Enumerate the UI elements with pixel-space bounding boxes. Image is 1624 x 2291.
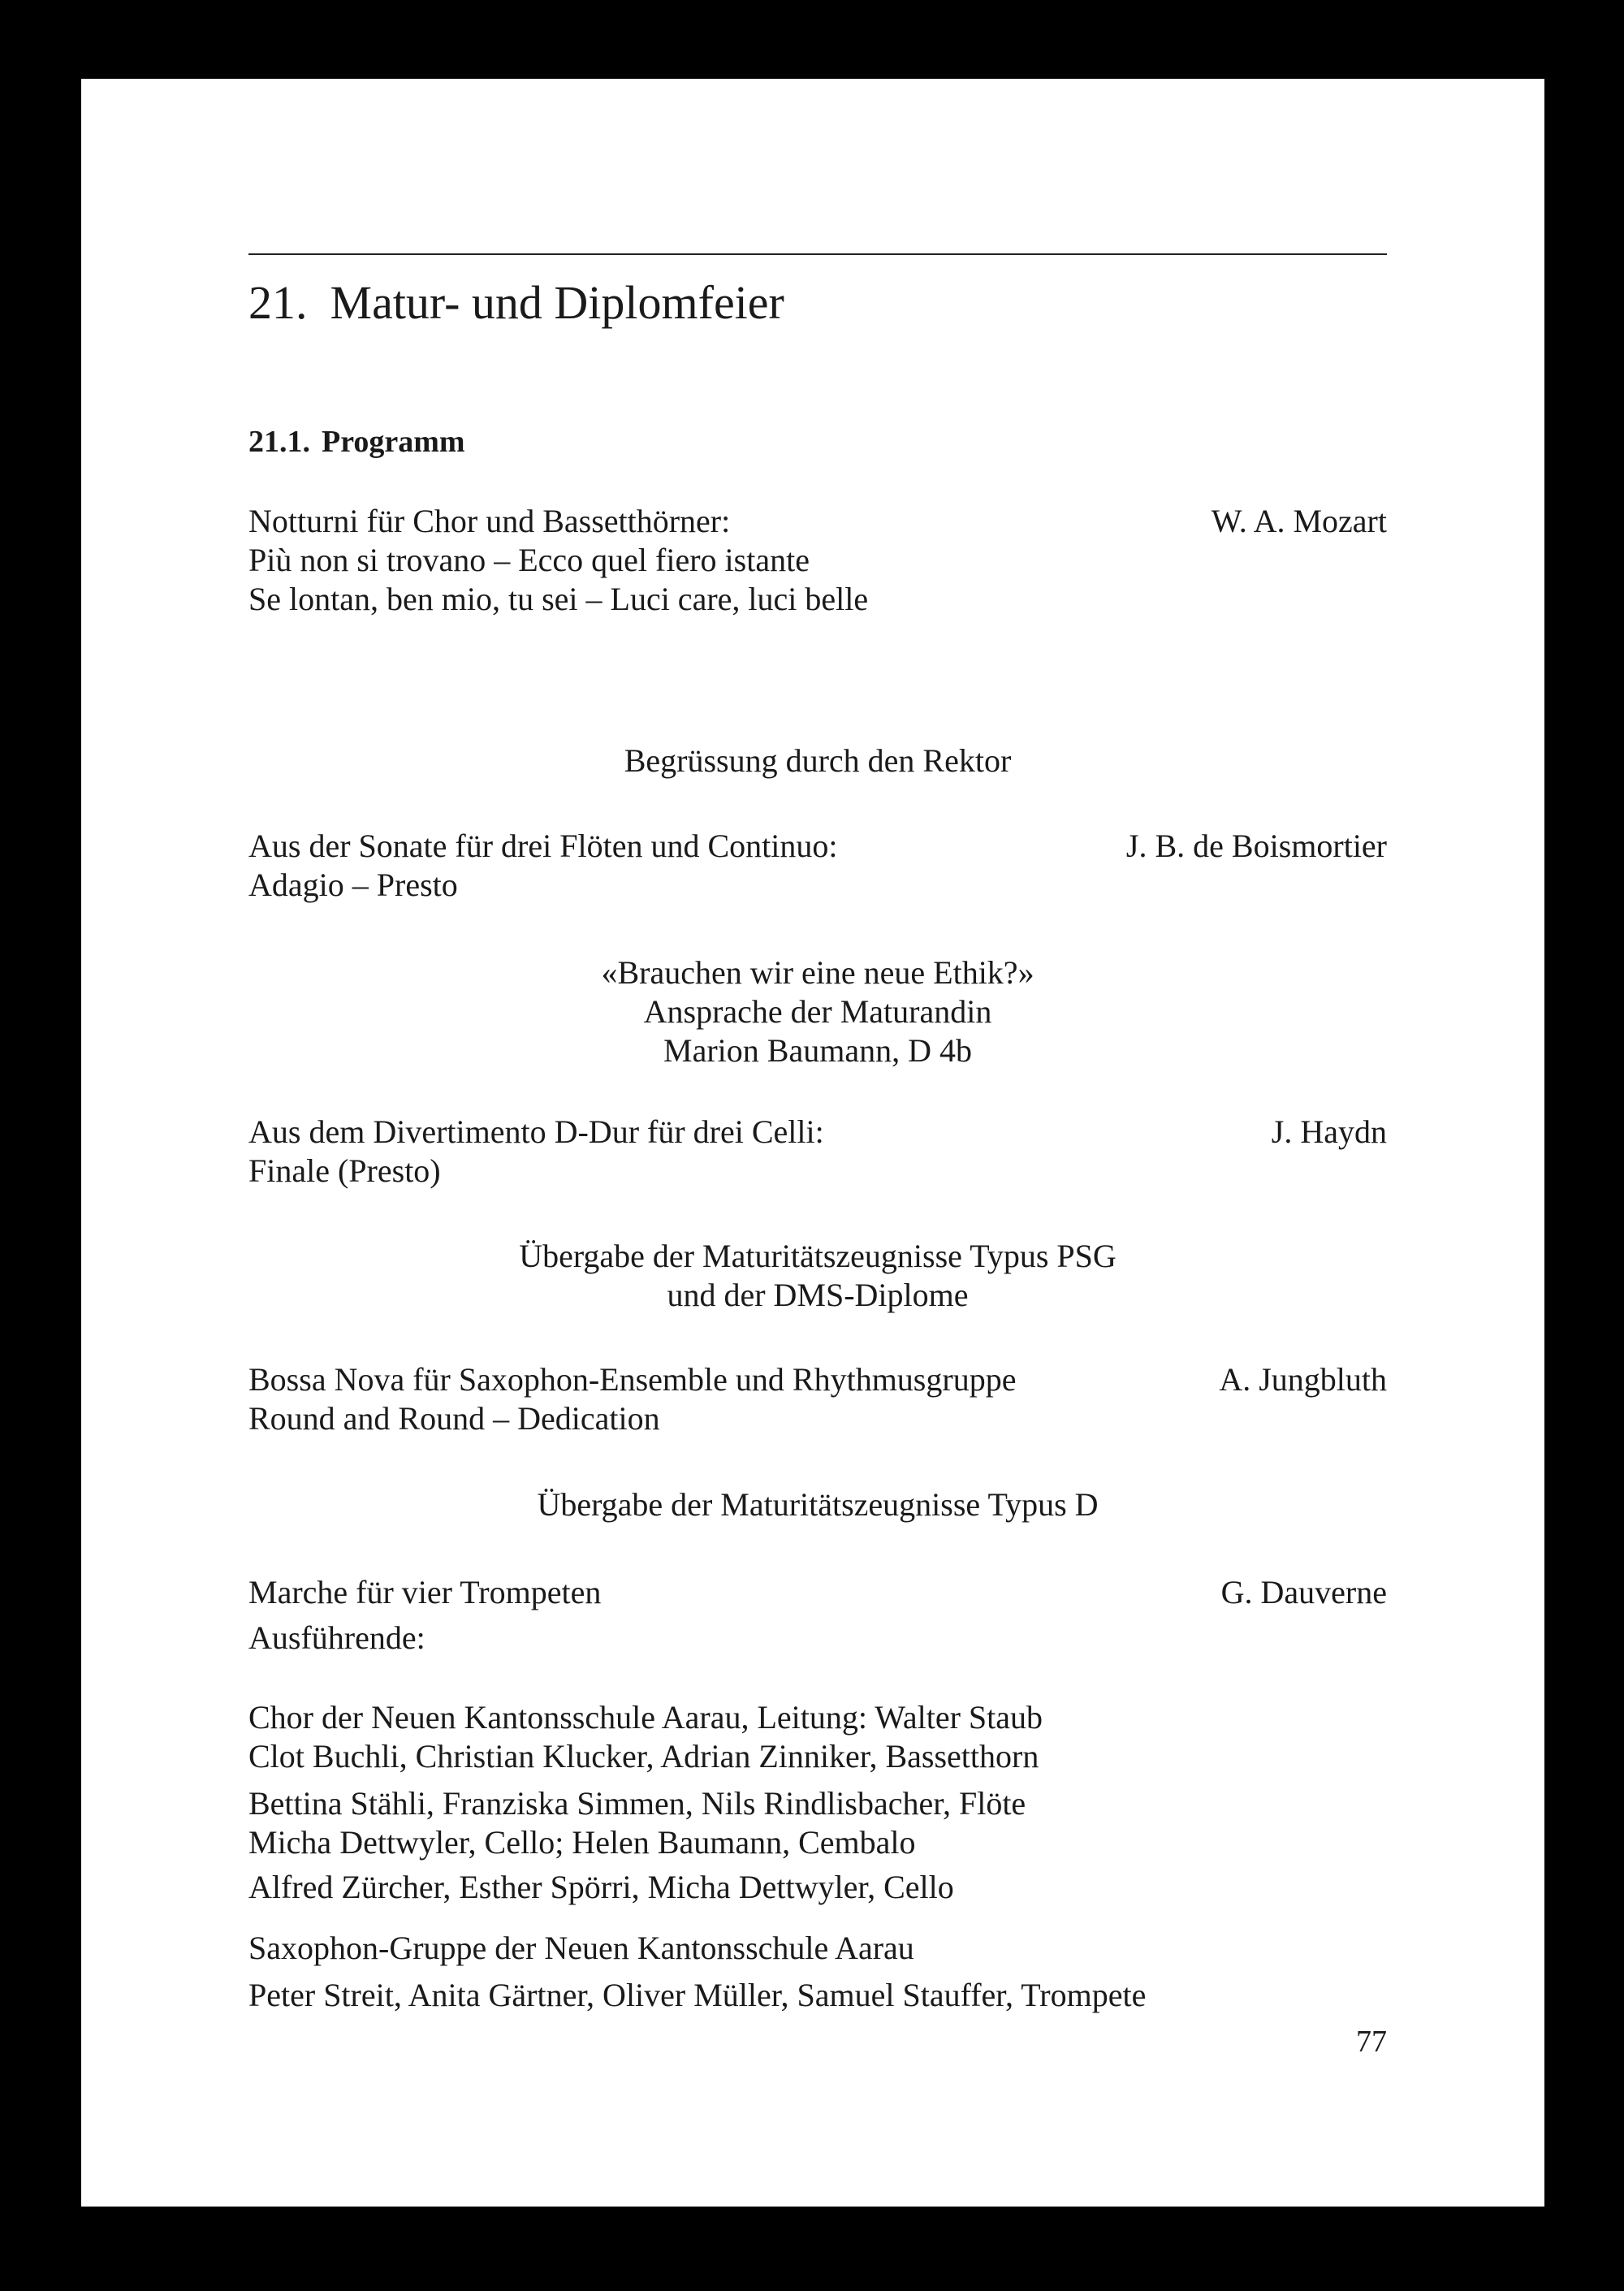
performers-group-saxophone — [248, 1929, 914, 1968]
piece-lines — [248, 502, 868, 619]
performer-line: Peter Streit, Anita Gärtner, Oliver Müller, Samuel Stauffer, Trompete — [248, 1977, 1147, 2013]
performer-line: Saxophon-Gruppe der Neuen Kantonsschule Aarau — [248, 1930, 914, 1966]
event-line: Übergabe der Maturitätszeugnisse Typus D — [537, 1486, 1099, 1523]
program-event-welcome — [248, 741, 1387, 780]
section-title-text: Programm — [322, 425, 465, 459]
piece-lines — [248, 1360, 1016, 1438]
composer-name: J. Haydn — [1271, 1113, 1387, 1150]
piece-line: Finale (Presto) — [248, 1152, 441, 1189]
event-line: Übergabe der Maturitätszeugnisse Typus PSG — [519, 1238, 1116, 1274]
event-line: und der DMS-Diplome — [667, 1277, 969, 1313]
piece-line: Adagio – Presto — [248, 867, 458, 903]
event-line: Ansprache der Maturandin — [643, 993, 992, 1030]
event-line: «Brauchen wir eine neue Ethik?» — [601, 954, 1034, 991]
piece-line: Più non si trovano – Ecco quel fiero istante — [248, 542, 810, 578]
performer-line: Micha Dettwyler, Cello; Helen Baumann, Cembalo — [248, 1824, 916, 1861]
header-rule — [248, 253, 1387, 255]
page-number: 77 — [1356, 2025, 1387, 2059]
composer-name: G. Dauverne — [1220, 1574, 1387, 1610]
piece-line: Marche für vier Trompeten — [248, 1574, 602, 1610]
piece-line: Bossa Nova für Saxophon-Ensemble und Rhythmusgruppe — [248, 1361, 1017, 1398]
program-event-speech — [248, 953, 1387, 1070]
event-line: Marion Baumann, D 4b — [663, 1032, 972, 1069]
chapter-number: 21. — [248, 276, 308, 329]
piece-line: Notturni für Chor und Bassetthörner: — [248, 503, 731, 539]
piece-line: Round and Round – Dedication — [248, 1400, 660, 1437]
performers-group-trumpet — [248, 1976, 1146, 2015]
chapter-title — [248, 276, 784, 329]
event-line: Begrüssung durch den Rektor — [624, 742, 1012, 779]
composer-name: W. A. Mozart — [1211, 503, 1387, 539]
chapter-title-text: Matur- und Diplomfeier — [330, 276, 784, 329]
piece-lines — [248, 827, 837, 905]
performers-heading: Ausführende: — [248, 1619, 425, 1656]
piece-line: Se lontan, ben mio, tu sei – Luci care, luci belle — [248, 581, 869, 617]
page-content — [248, 79, 1387, 2207]
performer-line: Chor der Neuen Kantonsschule Aarau, Leitung: Walter Staub — [248, 1699, 1043, 1736]
composer-name: A. Jungbluth — [1219, 1361, 1387, 1398]
piece-lines — [248, 1573, 601, 1612]
section-heading — [248, 426, 465, 457]
performer-line: Alfred Zürcher, Esther Spörri, Micha Dettwyler, Cello — [248, 1869, 954, 1905]
performer-line: Clot Buchli, Christian Klucker, Adrian Zinniker, Bassetthorn — [248, 1738, 1039, 1774]
piece-lines — [248, 1113, 824, 1191]
program-event-d-certificates — [248, 1485, 1387, 1524]
piece-line: Aus dem Divertimento D-Dur für drei Celli: — [248, 1113, 824, 1150]
piece-line: Aus der Sonate für drei Flöten und Continuo: — [248, 828, 838, 864]
program-event-psg-certificates — [248, 1237, 1387, 1315]
composer-name: J. B. de Boismortier — [1125, 828, 1387, 864]
performers-group-flute — [248, 1784, 1026, 1862]
performers-group-choir — [248, 1698, 1043, 1776]
document-page — [81, 79, 1544, 2207]
performers-group-cello — [248, 1868, 954, 1907]
performer-line: Bettina Stähli, Franziska Simmen, Nils Rindlisbacher, Flöte — [248, 1785, 1026, 1822]
section-number: 21.1. — [248, 425, 310, 459]
